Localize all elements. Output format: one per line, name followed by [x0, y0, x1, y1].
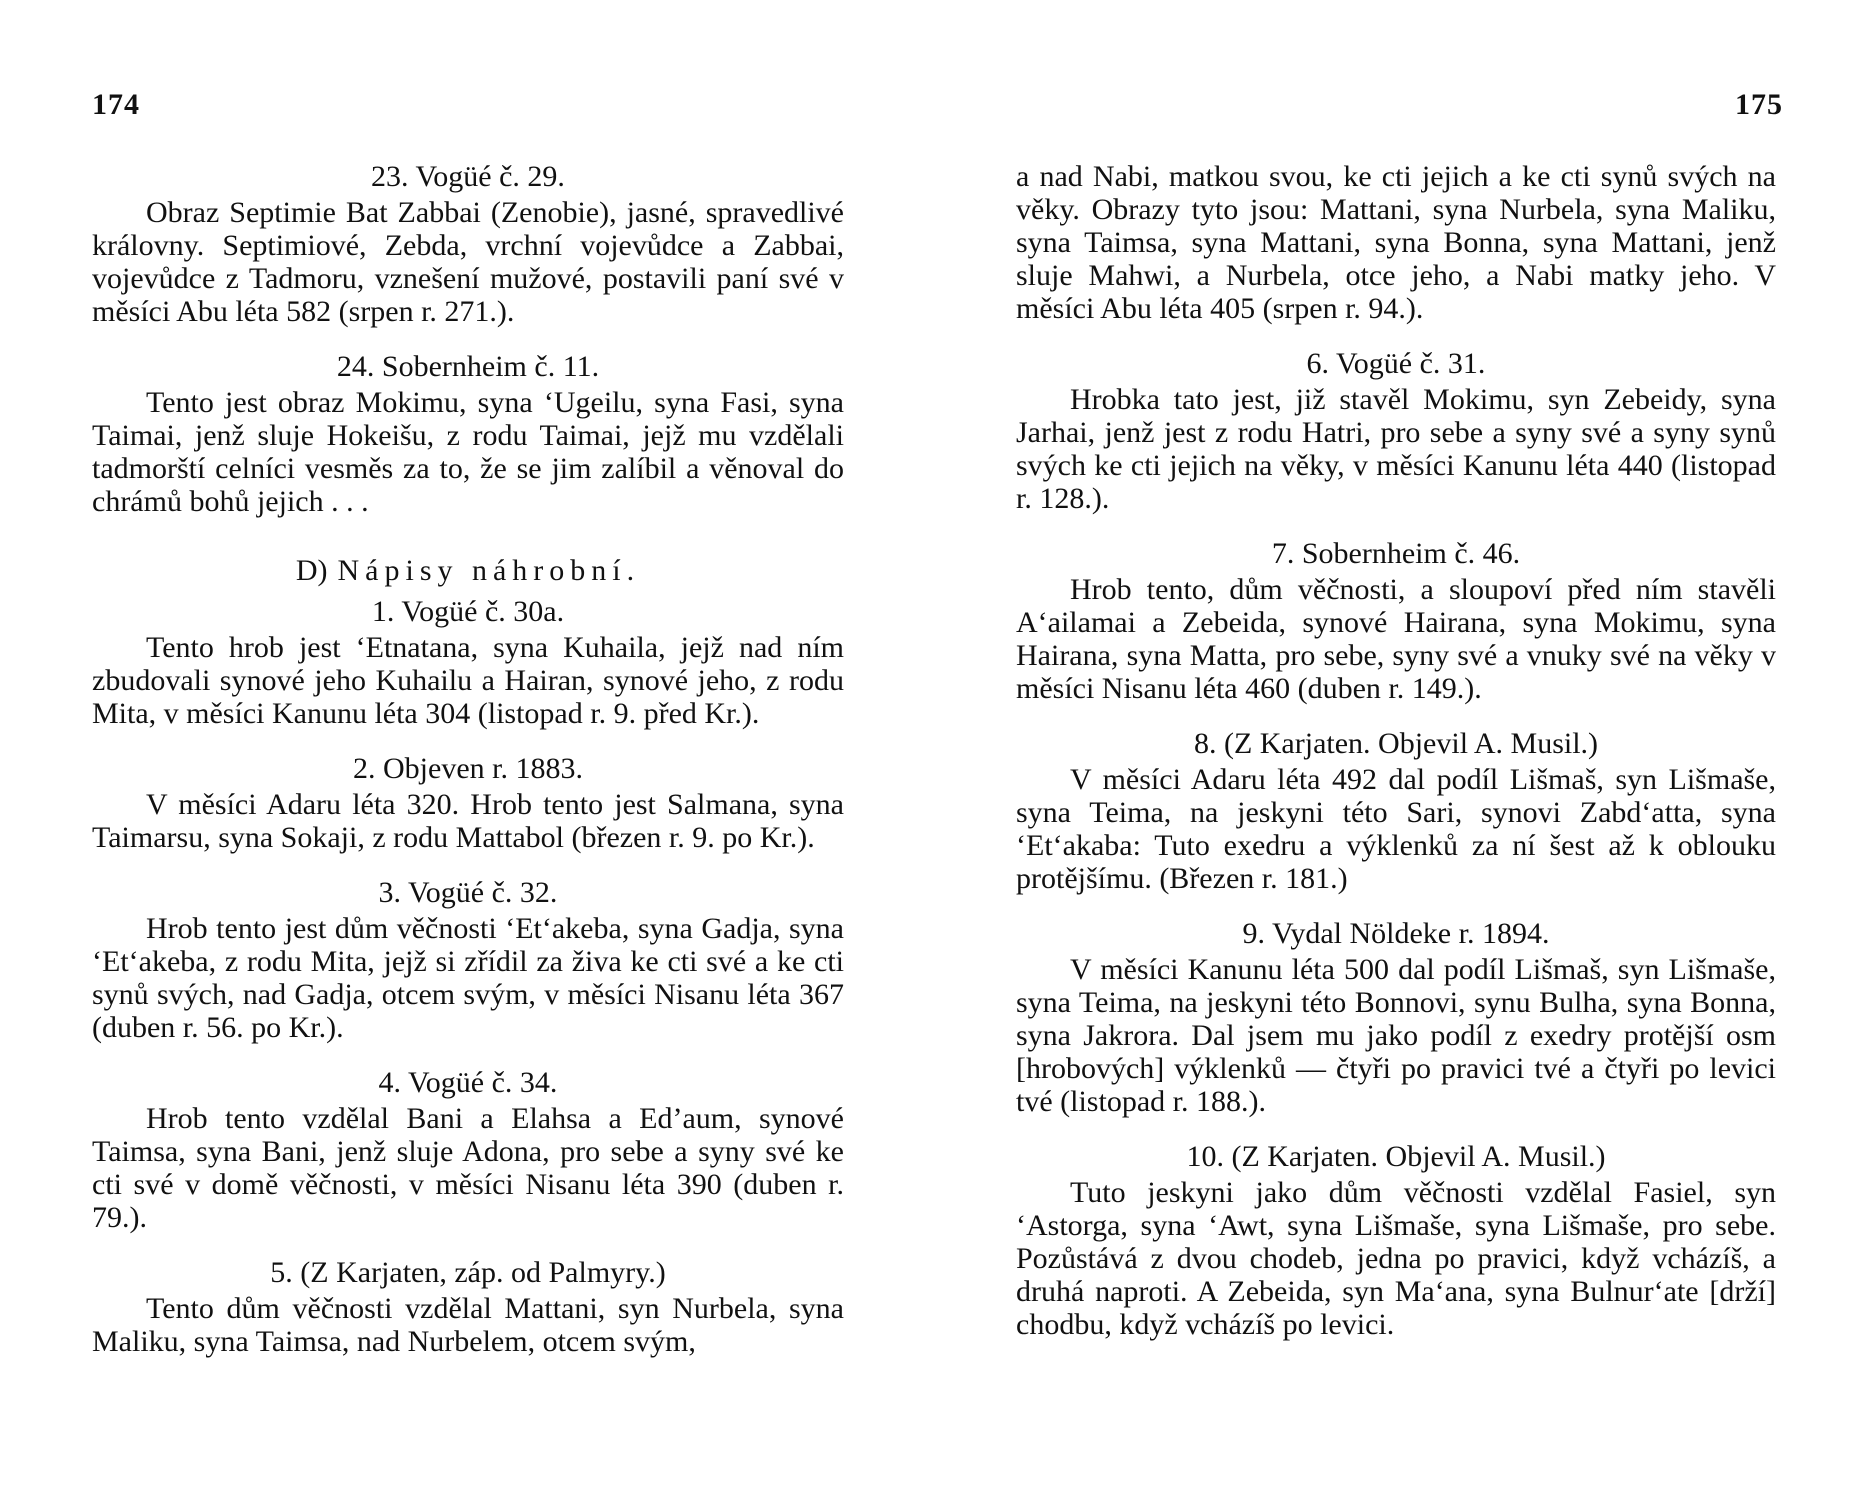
entry-heading: 5. (Z Karjaten, záp. od Palmyry.) [270, 1256, 666, 1289]
right-page-column [1016, 160, 1776, 1341]
entry-text: Hrob tento, dům věčnosti, a sloupoví před ním stavěli A‘ailamai a Zebeida, synové Hairana, syna Mokimu, syna Hairana, syna Matta, pro sebe, syny své a vnuky své na věky v měsíci Nisanu léta 460 (duben r. 149.). [1016, 573, 1776, 705]
entry-text: Tento hrob jest ‘Etnatana, syna Kuhaila, jejž nad ním zbudovali synové jeho Kuhailu a Hairan, synové jeho, z rodu Mita, v měsíci Kanunu léta 304 (listopad r. 9. před Kr.). [92, 631, 844, 730]
section-label: D) [295, 554, 328, 587]
entry-9 [1016, 917, 1776, 1118]
entry-text: V měsíci Adaru léta 320. Hrob tento jest Salmana, syna Taimarsu, syna Sokaji, z rodu Mattabol (březen r. 9. po Kr.). [92, 788, 844, 854]
entry-7 [1016, 537, 1776, 705]
entry-heading: 6. Vogüé č. 31. [1306, 347, 1486, 380]
entry-text: Tuto jeskyni jako dům věčnosti vzdělal Fasiel, syn ‘Astorga, syna ‘Awt, syna Lišmaše, syna Lišmaše, pro sebe. Pozůstává z dvou chodeb, jedna po pravici, když vcházíš, a druhá naproti. A Zebeida, syn Ma‘ana, syna Bulnur‘ate [drží] chodbu, když vcházíš po levici. [1016, 1176, 1776, 1341]
entry-1 [92, 595, 844, 730]
entry-heading: 24. Sobernheim č. 11. [336, 350, 600, 383]
entry-heading: 23. Vogüé č. 29. [371, 160, 565, 193]
entry-text: Obraz Septimie Bat Zabbai (Zenobie), jasné, spravedlivé královny. Septimiové, Zebda, vrchní vojevůdce a Zabbai, vojevůdce z Tadmoru, vznešení mužové, postavili paní své v měsíci Abu léta 582 (srpen r. 271.). [92, 196, 844, 328]
entry-heading: 3. Vogüé č. 32. [378, 876, 558, 909]
entry-6 [1016, 347, 1776, 515]
entry-heading: 8. (Z Karjaten. Objevil A. Musil.) [1193, 727, 1599, 760]
entry-heading: 2. Objeven r. 1883. [353, 752, 583, 785]
entry-23 [92, 160, 844, 328]
entry-text: Hrob tento jest dům věčnosti ‘Et‘akeba, syna Gadja, syna ‘Et‘akeba, z rodu Mita, jejž si zřídil za živa ke cti své a ke cti synů svých, nad Gadja, otcem svým, v měsíci Nisanu léta 367 (duben r. 56. po Kr.). [92, 912, 844, 1044]
entry-text: Tento dům věčnosti vzdělal Mattani, syn Nurbela, syna Maliku, syna Taimsa, nad Nurbelem, otcem svým, [92, 1292, 844, 1358]
entry-24 [92, 350, 844, 518]
entry-text: Hrob tento vzdělal Bani a Elahsa a Ed’aum, synové Taimsa, syna Bani, jenž sluje Adona, pro sebe a syny své ke cti své v domě věčnosti, v měsíci Nisanu léta 390 (duben r. 79.). [92, 1102, 844, 1234]
entry-heading: 1. Vogüé č. 30a. [371, 595, 565, 628]
entry-text: Tento jest obraz Mokimu, syna ‘Ugeilu, syna Fasi, syna Taimai, jenž sluje Hokeišu, z rodu Taimai, jejž mu vzdělali tadmorští celníci vesměs za to, že se jim zalíbil a věnoval do chrámů bohů jejich . . . [92, 386, 844, 518]
entry-text: Hrobka tato jest, již stavěl Mokimu, syn Zebeidy, syna Jarhai, jenž jest z rodu Hatri, pro sebe a syny své a syny synů svých ke cti jejich na věky, v měsíci Kanunu léta 440 (listopad r. 128.). [1016, 383, 1776, 515]
entry-4 [92, 1066, 844, 1234]
entry-5 [92, 1256, 844, 1358]
entry-text: V měsíci Adaru léta 492 dal podíl Lišmaš, syn Lišmaše, syna Teima, na jeskyni této Sari, synovi Zabd‘atta, syna ‘Et‘akaba: Tuto exedru a výklenků za ní šest až k oblouku protějšímu. (Březen r. 181.) [1016, 763, 1776, 895]
continued-text: a nad Nabi, matkou svou, ke cti jejich a ke cti synů svých na věky. Obrazy tyto jsou: Mattani, syna Nurbela, syna Maliku, syna Taimsa, syna Mattani, syna Bonna, syna Mattani, jenž sluje Mahwi, a Nurbela, otce jeho, a Nabi matky jeho. V měsíci Abu léta 405 (srpen r. 94.). [1016, 160, 1776, 325]
entry-heading: 4. Vogüé č. 34. [378, 1066, 558, 1099]
entry-10 [1016, 1140, 1776, 1341]
entry-heading: 10. (Z Karjaten. Objevil A. Musil.) [1186, 1140, 1606, 1173]
left-page-number: 174 [92, 88, 140, 121]
section-title-text: Nápisy náhrobní. [337, 554, 641, 587]
entry-heading: 7. Sobernheim č. 46. [1271, 537, 1521, 570]
section-title [92, 554, 844, 587]
left-page-column [92, 160, 844, 1358]
entry-3 [92, 876, 844, 1044]
entry-heading: 9. Vydal Nöldeke r. 1894. [1242, 917, 1550, 950]
entry-text: V měsíci Kanunu léta 500 dal podíl Lišmaš, syn Lišmaše, syna Teima, na jeskyni této Bonnovi, synu Bulha, syna Bonna, syna Jakrora. Dal jsem mu jako podíl z exedry protější osm [hrobových] výklenků — čtyři po pravici tvé a čtyři po levici tvé (listopad r. 188.). [1016, 953, 1776, 1118]
entry-2 [92, 752, 844, 854]
entry-8 [1016, 727, 1776, 895]
right-page-number: 175 [1735, 88, 1783, 121]
